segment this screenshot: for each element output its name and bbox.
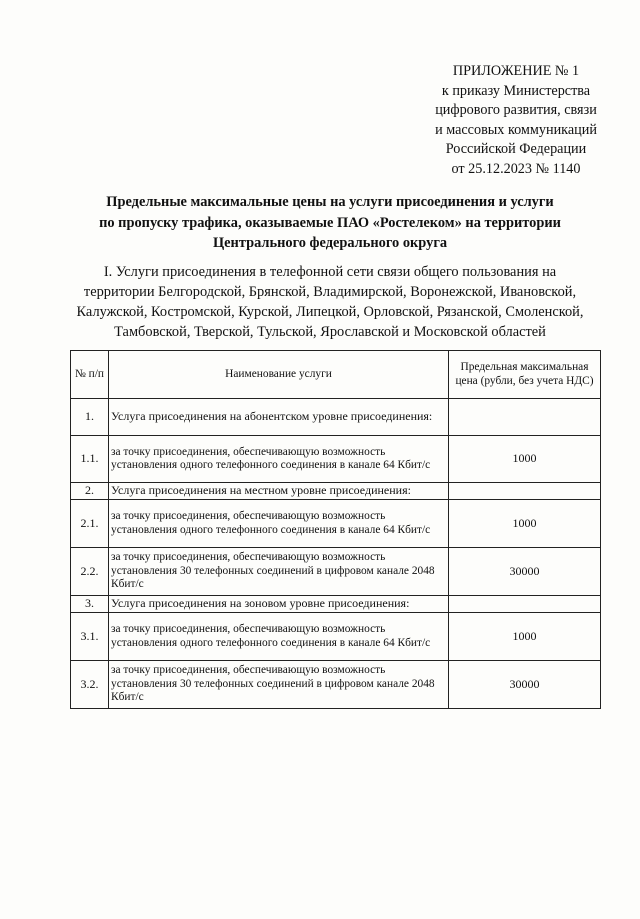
table-row xyxy=(71,613,601,661)
table-row xyxy=(71,436,601,483)
document-title xyxy=(30,192,630,254)
price-value: 30000 xyxy=(449,548,601,596)
table-row xyxy=(71,399,601,436)
price-value xyxy=(449,596,601,613)
table-row xyxy=(71,483,601,500)
table-row xyxy=(71,548,601,596)
header-num: № п/п xyxy=(71,351,109,399)
row-number: 3.1. xyxy=(71,613,109,661)
service-name: за точку присоединения, обеспечивающую возможность установления 30 телефонных соединений в цифровом канале 2048 Кбит/с xyxy=(109,661,449,709)
section-heading xyxy=(20,262,640,342)
row-number: 2.2. xyxy=(71,548,109,596)
appendix-line: от 25.12.2023 № 1140 xyxy=(451,160,581,177)
section-line: Калужской, Костромской, Курской, Липецкой, Орловской, Рязанской, Смоленской, xyxy=(76,304,584,320)
section-line: Тамбовской, Тверской, Тульской, Ярославской и Московской областей xyxy=(114,324,546,340)
table-row xyxy=(71,596,601,613)
appendix-line: к приказу Министерства xyxy=(441,82,591,99)
table-row xyxy=(71,500,601,548)
service-name: за точку присоединения, обеспечивающую возможность установления одного телефонного соединения в канале 64 Кбит/с xyxy=(109,436,449,483)
service-name: за точку присоединения, обеспечивающую возможность установления одного телефонного соединения в канале 64 Кбит/с xyxy=(109,613,449,661)
appendix-line: ПРИЛОЖЕНИЕ № 1 xyxy=(452,63,580,79)
row-number: 1. xyxy=(71,399,109,436)
table-row xyxy=(71,661,601,709)
price-value: 1000 xyxy=(449,436,601,483)
price-value xyxy=(449,483,601,500)
section-line: I. Услуги присоединения в телефонной сети связи общего пользования на xyxy=(103,264,557,280)
row-number: 2. xyxy=(71,483,109,500)
section-line: территории Белгородской, Брянской, Владимирской, Воронежской, Ивановской, xyxy=(83,284,577,300)
row-number: 3.2. xyxy=(71,661,109,709)
service-name: Услуга присоединения на зоновом уровне присоединения: xyxy=(109,596,449,613)
row-number: 3. xyxy=(71,596,109,613)
price-table xyxy=(70,350,601,709)
appendix-block xyxy=(400,62,632,180)
row-number: 2.1. xyxy=(71,500,109,548)
title-line: Центрального федерального округа xyxy=(212,235,448,251)
row-number: 1.1. xyxy=(71,436,109,483)
title-line: по пропуску трафика, оказываемые ПАО «Ростелеком» на территории xyxy=(99,214,561,231)
appendix-line: и массовых коммуникаций xyxy=(435,121,597,138)
title-line: Предельные максимальные цены на услуги присоединения и услуги xyxy=(106,194,554,210)
price-value xyxy=(449,399,601,436)
appendix-line: цифрового развития, связи xyxy=(435,102,597,119)
header-price: Предельная максимальная цена (рубли, без учета НДС) xyxy=(449,351,601,399)
price-value: 1000 xyxy=(449,500,601,548)
service-name: Услуга присоединения на абонентском уровне присоединения: xyxy=(109,399,449,436)
service-name: за точку присоединения, обеспечивающую возможность установления одного телефонного соединения в канале 64 Кбит/с xyxy=(109,500,449,548)
price-value: 1000 xyxy=(449,613,601,661)
header-name: Наименование услуги xyxy=(109,351,449,399)
service-name: за точку присоединения, обеспечивающую возможность установления 30 телефонных соединений в цифровом канале 2048 Кбит/с xyxy=(109,548,449,596)
service-name: Услуга присоединения на местном уровне присоединения: xyxy=(109,483,449,500)
table-header-row xyxy=(71,351,601,399)
price-value: 30000 xyxy=(449,661,601,709)
appendix-line: Российской Федерации xyxy=(445,141,587,158)
